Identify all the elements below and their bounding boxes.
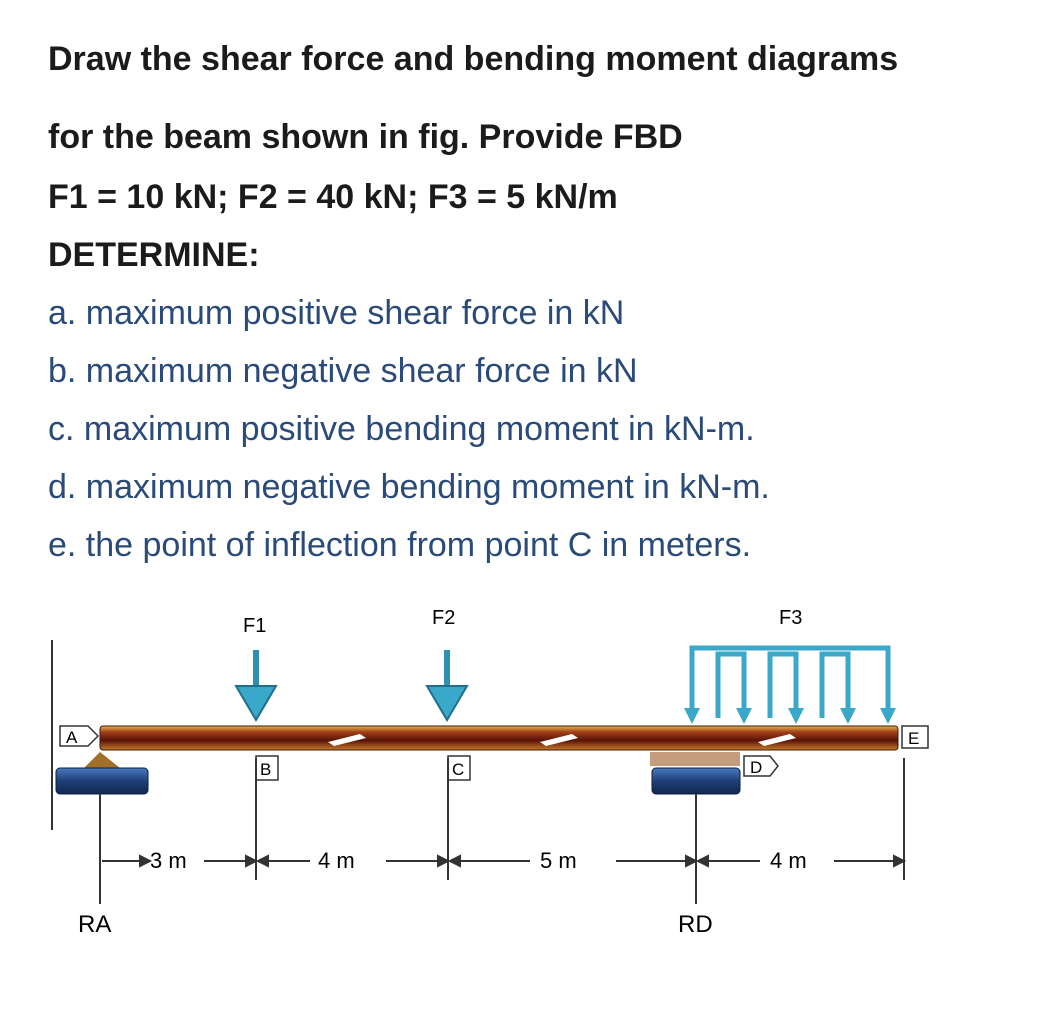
dimension-ab: 3 m — [150, 848, 187, 873]
svg-text:E: E — [908, 729, 920, 748]
reaction-ra-label: RA — [78, 911, 112, 938]
question-b: b. maximum negative shear force in kN — [48, 352, 638, 390]
point-e-tag — [902, 726, 928, 748]
dimension-cd: 5 m — [540, 848, 577, 873]
support-a-pin-icon — [56, 752, 148, 794]
beam-diagram — [0, 590, 1060, 1010]
question-e: e. the point of inflection from point C in meters. — [48, 526, 752, 564]
f2-arrow-icon — [427, 650, 467, 720]
force-values: F1 = 10 kN; F2 = 40 kN; F3 = 5 kN/m — [48, 178, 618, 216]
question-d: d. maximum negative bending moment in kN-m. — [48, 468, 770, 506]
determine-heading: DETERMINE: — [48, 236, 260, 274]
question-a: a. maximum positive shear force in kN — [48, 294, 625, 332]
svg-text:D: D — [750, 758, 763, 777]
f3-distributed-load-icon — [684, 648, 896, 724]
point-d-tag — [744, 756, 778, 777]
svg-text:C: C — [452, 760, 465, 779]
point-b-tag — [256, 756, 278, 780]
dimension-bc: 4 m — [318, 848, 355, 873]
f1-arrow-icon — [236, 650, 276, 720]
svg-text:A: A — [66, 728, 78, 747]
question-c: c. maximum positive bending moment in kN-m. — [48, 410, 755, 448]
problem-title-line2: for the beam shown in fig. Provide FBD — [48, 118, 683, 156]
f1-label: F1 — [243, 615, 267, 637]
point-c-tag — [448, 756, 470, 780]
dimension-extension-lines — [100, 758, 904, 904]
problem-title-line1: Draw the shear force and bending moment diagrams — [48, 40, 899, 78]
f3-label: F3 — [779, 607, 803, 629]
f2-label: F2 — [432, 607, 456, 629]
dimension-de: 4 m — [770, 848, 807, 873]
reaction-rd-label: RD — [678, 911, 713, 938]
support-d-roller-icon — [650, 752, 740, 794]
svg-text:B: B — [260, 760, 272, 779]
point-a-tag — [60, 726, 98, 747]
